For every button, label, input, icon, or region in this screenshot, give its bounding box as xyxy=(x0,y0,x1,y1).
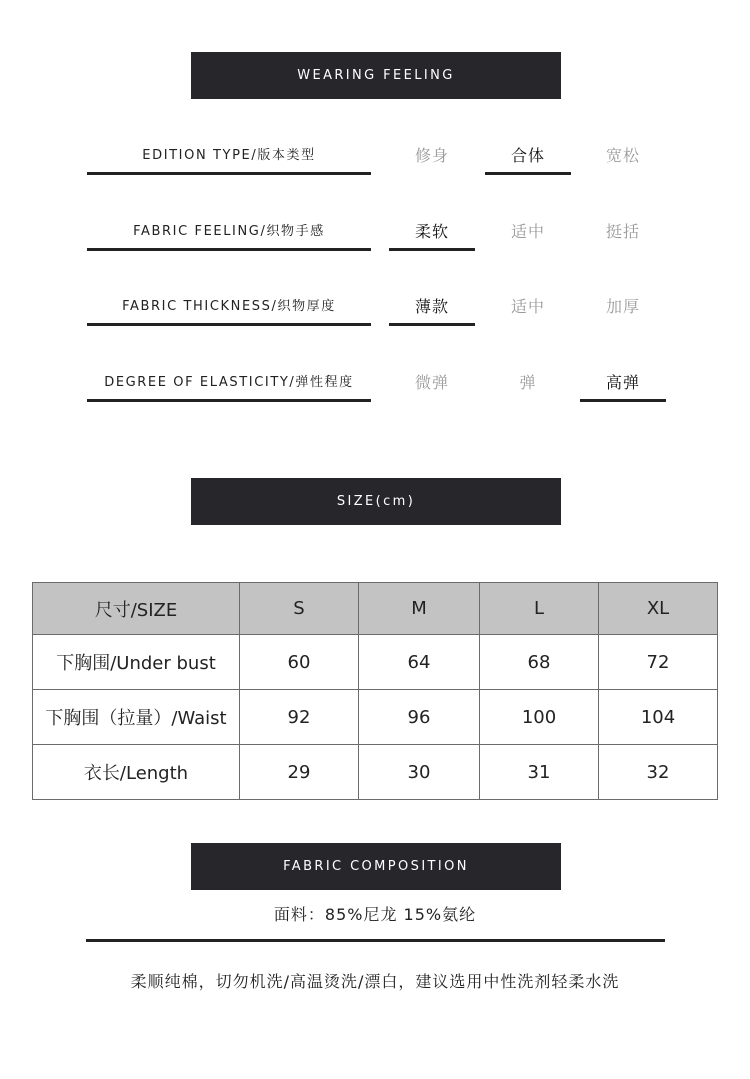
feel-option: 适中 xyxy=(510,222,545,241)
table-cell: 下胸围/Under bust xyxy=(33,635,240,690)
table-cell: 96 xyxy=(359,690,480,745)
feel-option: 微弹 xyxy=(414,373,449,392)
size-header-cell: L xyxy=(480,583,599,635)
feel-row-fabric-feeling xyxy=(0,216,750,266)
feel-label: DEGREE OF ELASTICITY/弹性程度 xyxy=(87,367,371,402)
size-header-row xyxy=(33,583,718,635)
table-row xyxy=(33,690,718,745)
table-row xyxy=(33,635,718,690)
feel-option: 高弹 xyxy=(580,367,666,402)
feel-option: 合体 xyxy=(485,140,571,175)
feel-row-edition-type xyxy=(0,140,750,190)
table-cell: 104 xyxy=(599,690,718,745)
feel-option: 宽松 xyxy=(605,146,640,165)
feel-label: EDITION TYPE/版本类型 xyxy=(87,140,371,175)
size-table xyxy=(32,582,718,800)
size-header-cell: 尺寸/SIZE xyxy=(33,583,240,635)
table-cell: 64 xyxy=(359,635,480,690)
table-cell: 29 xyxy=(240,745,359,800)
size-banner: SIZE(cm) xyxy=(191,478,561,525)
table-cell: 32 xyxy=(599,745,718,800)
feel-option: 加厚 xyxy=(605,297,640,316)
table-cell: 100 xyxy=(480,690,599,745)
table-cell: 31 xyxy=(480,745,599,800)
composition-text: 面料：85%尼龙 15%氨纶 xyxy=(273,905,477,924)
table-cell: 72 xyxy=(599,635,718,690)
wearing-feeling-banner: WEARING FEELING xyxy=(191,52,561,99)
table-cell: 92 xyxy=(240,690,359,745)
size-header-cell: S xyxy=(240,583,359,635)
feel-row-elasticity xyxy=(0,367,750,417)
table-cell: 衣长/Length xyxy=(33,745,240,800)
feel-label: FABRIC THICKNESS/织物厚度 xyxy=(87,291,371,326)
table-cell: 下胸围（拉量）/Waist xyxy=(33,690,240,745)
table-cell: 30 xyxy=(359,745,480,800)
feel-label: FABRIC FEELING/织物手感 xyxy=(87,216,371,251)
fabric-composition-banner: FABRIC COMPOSITION xyxy=(191,843,561,890)
feel-row-fabric-thickness xyxy=(0,291,750,341)
care-instructions: 柔顺纯棉，切勿机洗/高温烫洗/漂白，建议选用中性洗剂轻柔水洗 xyxy=(130,972,620,991)
size-header-cell: M xyxy=(359,583,480,635)
table-cell: 60 xyxy=(240,635,359,690)
table-row xyxy=(33,745,718,800)
feel-option: 弹 xyxy=(519,373,537,392)
feel-option: 挺括 xyxy=(605,222,640,241)
feel-option: 薄款 xyxy=(389,291,475,326)
feel-option: 柔软 xyxy=(389,216,475,251)
table-cell: 68 xyxy=(480,635,599,690)
feel-option: 适中 xyxy=(510,297,545,316)
divider xyxy=(86,939,665,942)
feel-option: 修身 xyxy=(414,146,449,165)
size-header-cell: XL xyxy=(599,583,718,635)
